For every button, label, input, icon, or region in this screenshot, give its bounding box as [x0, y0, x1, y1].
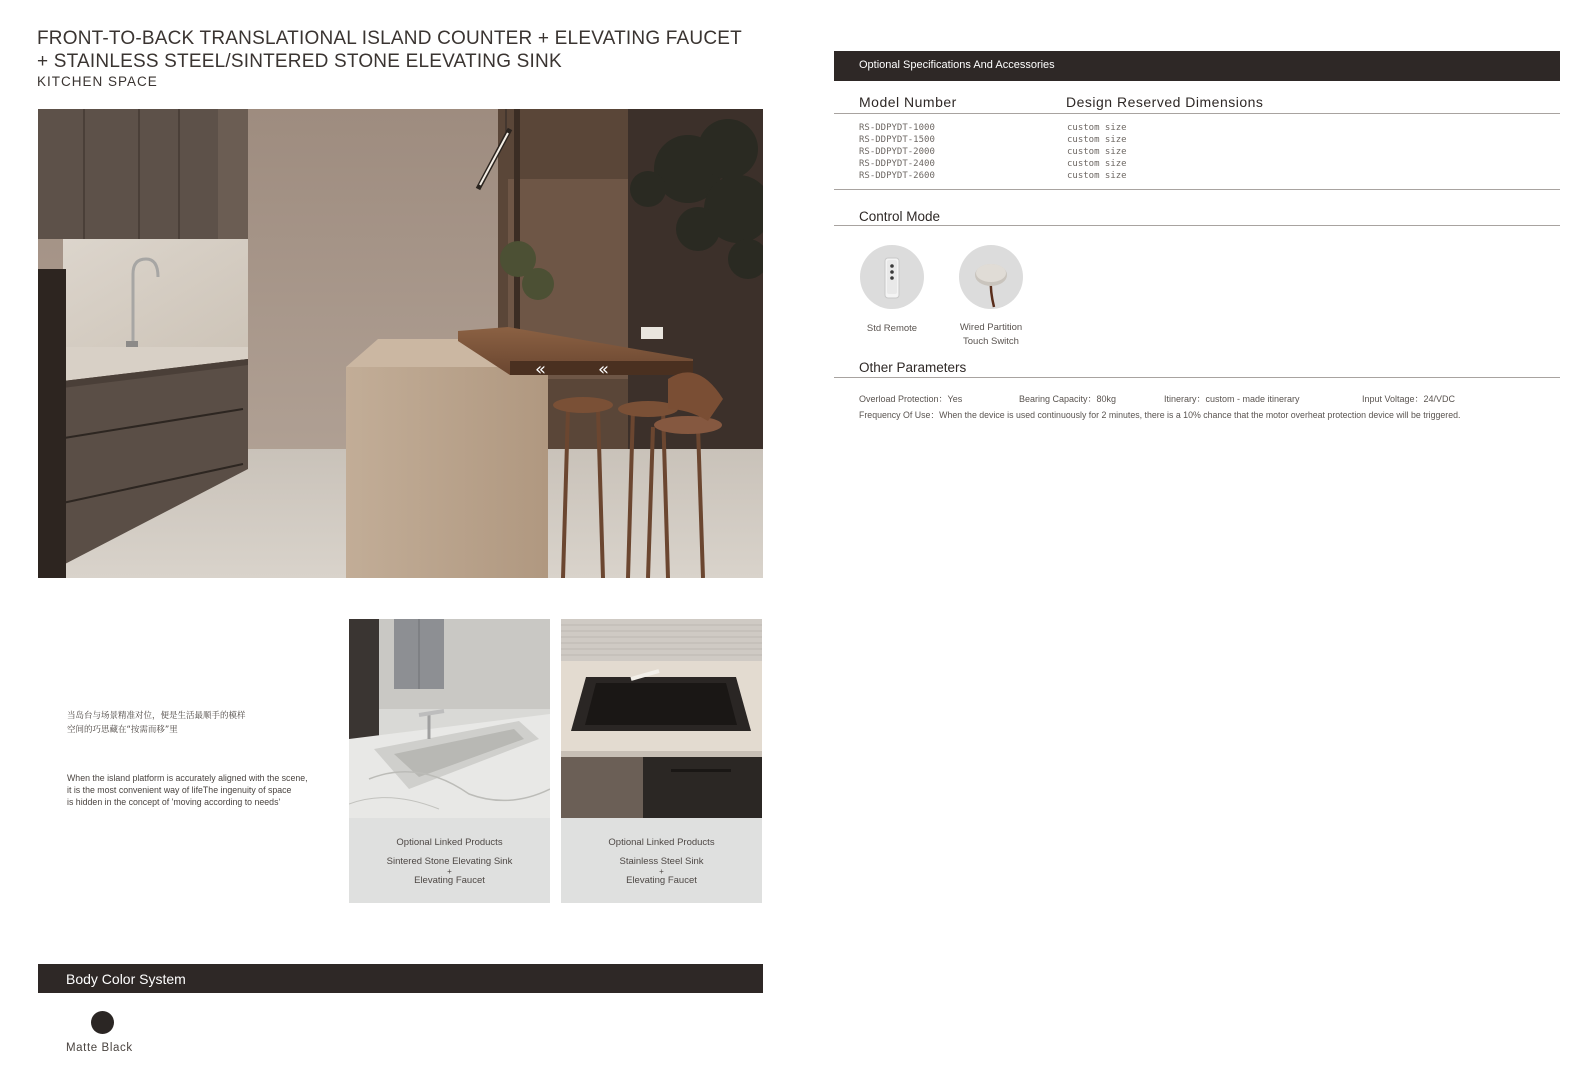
- card-title: Optional Linked Products: [608, 837, 715, 848]
- bearing-capacity: Bearing Capacity：80kg: [1019, 394, 1117, 404]
- description-en-line2: it is the most convenient way of lifeThe ingenuity of space: [67, 785, 292, 795]
- card-caption: [349, 837, 550, 887]
- dimension-item: custom size: [1067, 123, 1127, 133]
- model-item: RS-DDPYDT-1000: [859, 123, 935, 133]
- touch-switch-label-line1: Wired Partition: [959, 322, 1023, 333]
- std-remote-label: Std Remote: [866, 323, 918, 334]
- dimension-list: [1067, 122, 1127, 182]
- body-color-bar: [38, 964, 763, 993]
- svg-text:«: «: [535, 359, 547, 380]
- dimension-item: custom size: [1067, 135, 1127, 145]
- stone-sink-photo: [349, 619, 550, 818]
- specs-bar: [834, 51, 1560, 81]
- swatch-label: Matte Black: [66, 1042, 133, 1054]
- page-title-line2: + STAINLESS STEEL/SINTERED STONE ELEVATING SINK: [37, 51, 562, 72]
- dimension-item: custom size: [1067, 159, 1127, 169]
- card-plus: +: [447, 867, 452, 876]
- control-mode-heading: Control Mode: [859, 209, 941, 224]
- card-product-line2: Elevating Faucet: [414, 875, 485, 886]
- card-product-line2: Elevating Faucet: [626, 875, 697, 886]
- itinerary: Itinerary：custom - made itinerary: [1164, 394, 1300, 404]
- touch-switch-label-line2: Touch Switch: [963, 336, 1019, 347]
- remote-control-icon: [860, 245, 924, 309]
- description-cn-line2: 空间的巧思藏在“按需而移”里: [67, 725, 178, 735]
- model-item: RS-DDPYDT-2400: [859, 159, 935, 169]
- model-list: [859, 122, 935, 182]
- card-product-line1: Stainless Steel Sink: [619, 856, 704, 867]
- touch-switch-icon: [959, 245, 1023, 309]
- page-title-line1: FRONT-TO-BACK TRANSLATIONAL ISLAND COUNTER + ELEVATING FAUCET: [37, 28, 742, 49]
- description-cn-line1: 当岛台与场景精准对位，便是生活最顺手的模样: [67, 711, 246, 721]
- model-item: RS-DDPYDT-2600: [859, 171, 935, 181]
- divider: [834, 189, 1560, 190]
- description-en-line1: When the island platform is accurately aligned with the scene,: [67, 773, 308, 783]
- steel-sink-photo: [561, 619, 762, 818]
- linked-product-card-stone-sink: [349, 619, 550, 903]
- page-subtitle: KITCHEN SPACE: [37, 74, 158, 89]
- card-plus: +: [659, 867, 664, 876]
- matte-black-swatch: [91, 1011, 114, 1034]
- linked-product-card-steel-sink: [561, 619, 762, 903]
- description-en-line3: is hidden in the concept of 'moving according to needs': [67, 797, 281, 807]
- overload-protection: Overload Protection：Yes: [859, 394, 963, 404]
- divider: [834, 225, 1560, 226]
- dimension-item: custom size: [1067, 147, 1127, 157]
- card-caption: [561, 837, 762, 887]
- description-cn: [67, 709, 246, 737]
- frequency-of-use: Frequency Of Use：When the device is used continuously for 2 minutes, there is a 10% chance that the motor overheat protection device will be triggered.: [859, 410, 1461, 420]
- kitchen-island-photo: [38, 109, 763, 578]
- description-en: [67, 772, 308, 808]
- card-title: Optional Linked Products: [396, 837, 503, 848]
- card-product-line1: Sintered Stone Elevating Sink: [386, 856, 513, 867]
- model-number-heading: Model Number: [859, 94, 957, 110]
- dimensions-heading: Design Reserved Dimensions: [1066, 94, 1264, 110]
- svg-text:«: «: [598, 359, 610, 380]
- specs-bar-title: Optional Specifications And Accessories: [859, 59, 1055, 71]
- input-voltage: Input Voltage：24/VDC: [1362, 394, 1456, 404]
- divider: [834, 113, 1560, 114]
- divider: [834, 377, 1560, 378]
- other-parameters-heading: Other Parameters: [859, 360, 967, 375]
- dimension-item: custom size: [1067, 171, 1127, 181]
- model-item: RS-DDPYDT-2000: [859, 147, 935, 157]
- model-item: RS-DDPYDT-1500: [859, 135, 935, 145]
- touch-switch-label: [946, 321, 1036, 349]
- body-color-heading: Body Color System: [66, 971, 186, 987]
